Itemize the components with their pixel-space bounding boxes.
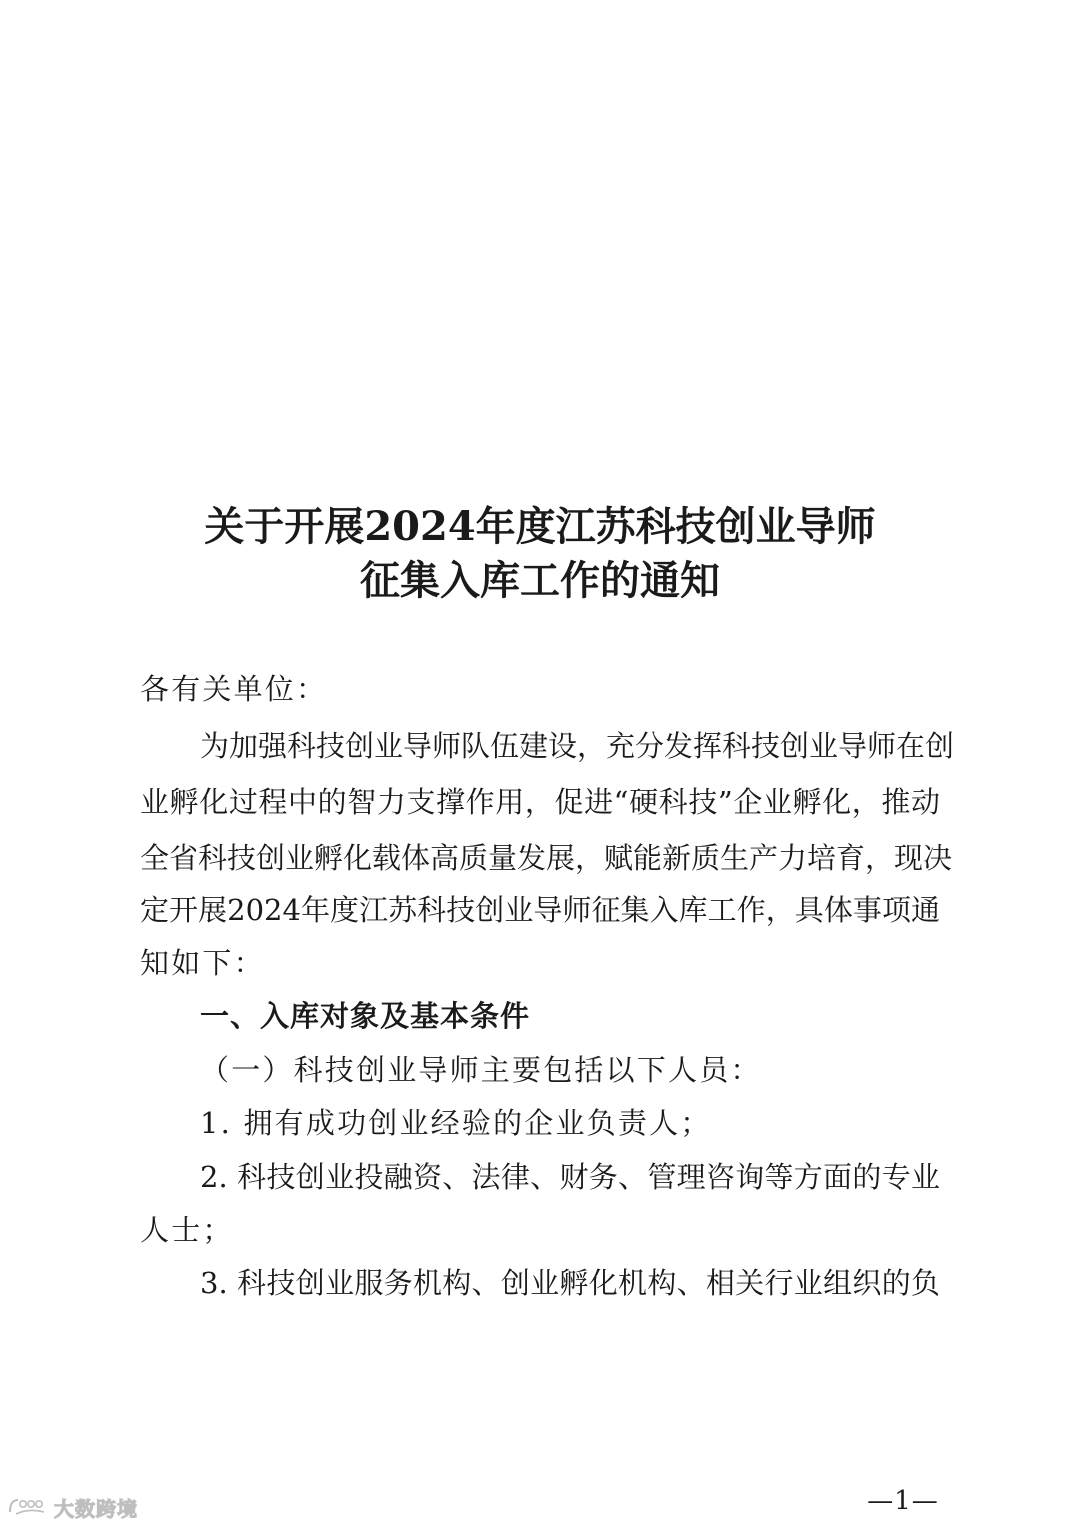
intro-line-2: 业孵化过程中的智力支撑作用，促进“硬科技”企业孵化，推动	[140, 785, 940, 819]
page-number: —1—	[867, 1486, 939, 1516]
document-title-line-2: 征集入库工作的通知	[360, 557, 720, 604]
section-heading: 一、入库对象及基本条件	[200, 999, 531, 1033]
salutation: 各有关单位：	[140, 672, 328, 706]
list-item-1: 1. 拥有成功创业经验的企业负责人；	[200, 1106, 712, 1140]
intro-line-5: 知如下：	[140, 946, 265, 980]
document-title-line-1: 关于开展2024年度江苏科技创业导师	[204, 503, 876, 550]
list-item-2-continued: 人士；	[140, 1213, 234, 1247]
list-item-2: 2. 科技创业投融资、法律、财务、管理咨询等方面的专业	[200, 1160, 940, 1194]
list-item-3: 3. 科技创业服务机构、创业孵化机构、相关行业组织的负	[200, 1266, 940, 1300]
watermark-logo-icon	[6, 1496, 50, 1518]
intro-line-1: 为加强科技创业导师队伍建设，充分发挥科技创业导师在创	[200, 729, 955, 763]
intro-line-3: 全省科技创业孵化载体高质量发展，赋能新质生产力培育，现决	[140, 841, 953, 875]
watermark	[6, 1492, 138, 1522]
watermark-text: 大数跨境	[54, 1496, 138, 1521]
intro-line-4: 定开展2024年度江苏科技创业导师征集入库工作，具体事项通	[140, 893, 940, 927]
subsection-heading: （一）科技创业导师主要包括以下人员：	[200, 1053, 762, 1087]
